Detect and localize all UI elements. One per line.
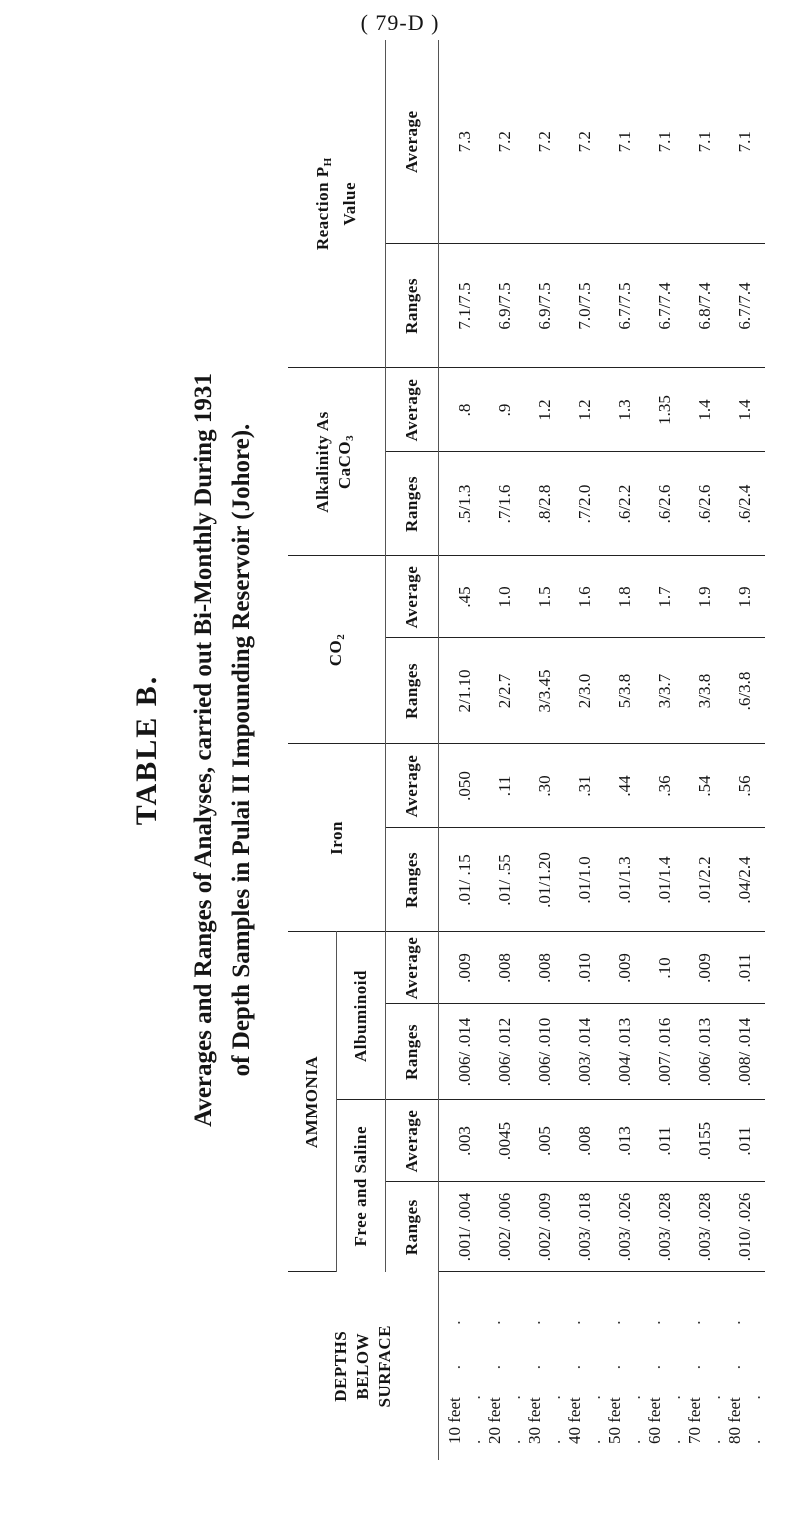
co2-range-cell: 3/3.8: [685, 638, 725, 744]
free-saline-range-cell: .003/ .026: [605, 1182, 645, 1272]
free-saline-range-cell: .003/ .018: [565, 1182, 605, 1272]
co2-range-cell: 5/3.8: [605, 638, 645, 744]
iron-range-cell: .01/1.20: [525, 828, 565, 932]
ph-range-cell: 6.7/7.4: [725, 244, 765, 368]
ph-average-cell: 7.1: [645, 40, 685, 244]
leader-dots: . . . .: [725, 1302, 764, 1444]
ph-average-cell: 7.2: [485, 40, 525, 244]
depth-cell: [525, 1272, 565, 1460]
depth-cell: [645, 1272, 685, 1460]
albuminoid-range-cell: .006/ .013: [685, 1004, 725, 1100]
depth-label: 50 feet: [605, 1397, 624, 1444]
albuminoid-range-cell: .006/ .014: [439, 1004, 486, 1100]
ph-range-cell: 6.9/7.5: [485, 244, 525, 368]
alkalinity-average-cell: 1.2: [565, 368, 605, 452]
table-row: [565, 40, 605, 1460]
co2-average-cell: .45: [439, 556, 486, 638]
albuminoid-average-cell: .009: [685, 932, 725, 1004]
free-saline-range-cell: .003/ .028: [685, 1182, 725, 1272]
alkalinity-range-cell: .7/2.0: [565, 452, 605, 556]
albuminoid-average-cell: .009: [605, 932, 645, 1004]
table-row: [645, 40, 685, 1460]
iron-range-cell: .04/2.4: [725, 828, 765, 932]
albuminoid-average-cell: .011: [725, 932, 765, 1004]
alkalinity-average-cell: .9: [485, 368, 525, 452]
albuminoid-range-cell: .004/ .013: [605, 1004, 645, 1100]
header-co2: $CO_2$: [288, 556, 386, 744]
free-saline-average-cell: .011: [645, 1100, 685, 1182]
alkalinity-average-cell: .8: [439, 368, 486, 452]
depth-cell: [485, 1272, 525, 1460]
free-saline-average-cell: .005: [525, 1100, 565, 1182]
depth-cell: [605, 1272, 645, 1460]
iron-range-cell: .01/ .15: [439, 828, 486, 932]
iron-average-cell: .11: [485, 744, 525, 828]
ph-range-cell: 6.7/7.5: [605, 244, 645, 368]
free-saline-range-cell: .010/ .026: [725, 1182, 765, 1272]
alkalinity-range-cell: .6/2.6: [645, 452, 685, 556]
table-subtitle-line-1: Averages and Ranges of Analyses, carried out Bi-Monthly During 1931: [190, 373, 217, 1127]
co2-average-cell: 1.9: [685, 556, 725, 638]
ph-range-cell: 7.1/7.5: [439, 244, 486, 368]
free-saline-range-cell: .003/ .028: [645, 1182, 685, 1272]
albuminoid-average-cell: .008: [485, 932, 525, 1004]
leader-dots: . . . .: [645, 1302, 684, 1444]
depth-label: 80 feet: [725, 1397, 744, 1444]
table-row: [485, 40, 525, 1460]
iron-range-cell: .01/ .55: [485, 828, 525, 932]
albuminoid-average-cell: .009: [439, 932, 486, 1004]
free-saline-average-cell: .011: [725, 1100, 765, 1182]
iron-average-cell: .36: [645, 744, 685, 828]
alkalinity-range-cell: .5/1.3: [439, 452, 486, 556]
free-saline-range-cell: .002/ .006: [485, 1182, 525, 1272]
subheader-average: Average: [386, 1100, 439, 1182]
iron-average-cell: .31: [565, 744, 605, 828]
subheader-ranges: Ranges: [386, 1004, 439, 1100]
co2-range-cell: 3/3.7: [645, 638, 685, 744]
subheader-ranges: Ranges: [386, 828, 439, 932]
table-subtitle-line-2: of Depth Samples in Pulai II Impounding Reservoir (Johore).: [228, 423, 255, 1077]
co2-average-cell: 1.0: [485, 556, 525, 638]
depth-cell: [439, 1272, 486, 1460]
albuminoid-range-cell: .008/ .014: [725, 1004, 765, 1100]
depth-label: 60 feet: [645, 1397, 664, 1444]
subheader-ranges: Ranges: [386, 638, 439, 744]
subheader-average: Average: [386, 932, 439, 1004]
iron-range-cell: .01/2.2: [685, 828, 725, 932]
free-saline-range-cell: .002/ .009: [525, 1182, 565, 1272]
ph-average-cell: 7.2: [565, 40, 605, 244]
leader-dots: . . . .: [445, 1302, 484, 1444]
table-row: [525, 40, 565, 1460]
ph-range-cell: 6.9/7.5: [525, 244, 565, 368]
co2-range-cell: .6/3.8: [725, 638, 765, 744]
albuminoid-average-cell: .010: [565, 932, 605, 1004]
depth-cell: [725, 1272, 765, 1460]
subheader-ranges: Ranges: [386, 244, 439, 368]
subheader-ranges: Ranges: [386, 452, 439, 556]
table-row: [685, 40, 725, 1460]
header-depths: DEPTHS BELOW SURFACE: [288, 1272, 439, 1460]
co2-range-cell: 2/3.0: [565, 638, 605, 744]
iron-average-cell: .050: [439, 744, 486, 828]
ph-average-cell: 7.1: [685, 40, 725, 244]
free-saline-average-cell: .003: [439, 1100, 486, 1182]
co2-average-cell: 1.7: [645, 556, 685, 638]
albuminoid-range-cell: .007/ .016: [645, 1004, 685, 1100]
alkalinity-range-cell: .8/2.8: [525, 452, 565, 556]
ph-average-cell: 7.2: [525, 40, 565, 244]
header-reaction-ph: Reaction $P_H$ Value: [288, 40, 386, 368]
ph-average-cell: 7.1: [605, 40, 645, 244]
table-row: [439, 40, 486, 1460]
ph-range-cell: 7.0/7.5: [565, 244, 605, 368]
header-albuminoid: Albuminoid: [337, 932, 386, 1100]
depth-label: 30 feet: [525, 1397, 544, 1444]
ph-average-cell: 7.3: [439, 40, 486, 244]
table-row: [605, 40, 645, 1460]
free-saline-average-cell: .008: [565, 1100, 605, 1182]
depth-cell: [685, 1272, 725, 1460]
free-saline-range-cell: .001/ .004: [439, 1182, 486, 1272]
header-free-and-saline: Free and Saline: [337, 1100, 386, 1272]
iron-average-cell: .44: [605, 744, 645, 828]
alkalinity-range-cell: .6/2.6: [685, 452, 725, 556]
leader-dots: . . . .: [605, 1302, 644, 1444]
alkalinity-range-cell: .6/2.4: [725, 452, 765, 556]
alkalinity-average-cell: 1.4: [685, 368, 725, 452]
subheader-average: Average: [386, 556, 439, 638]
alkalinity-average-cell: 1.3: [605, 368, 645, 452]
header-alkalinity: Alkalinity As CaCO$_3$: [288, 368, 386, 556]
leader-dots: . . . .: [565, 1302, 604, 1444]
free-saline-average-cell: .0155: [685, 1100, 725, 1182]
depth-label: 20 feet: [485, 1397, 504, 1444]
subheader-average: Average: [386, 368, 439, 452]
subheader-ranges: Ranges: [386, 1182, 439, 1272]
iron-range-cell: .01/1.4: [645, 828, 685, 932]
iron-average-cell: .54: [685, 744, 725, 828]
ph-range-cell: 6.8/7.4: [685, 244, 725, 368]
table-body: [439, 40, 766, 1460]
subheader-average: Average: [386, 744, 439, 828]
iron-range-cell: .01/1.3: [605, 828, 645, 932]
alkalinity-average-cell: 1.2: [525, 368, 565, 452]
albuminoid-range-cell: .006/ .012: [485, 1004, 525, 1100]
albuminoid-average-cell: .008: [525, 932, 565, 1004]
leader-dots: . . . .: [525, 1302, 564, 1444]
table-title: TABLE B.: [130, 674, 163, 826]
alkalinity-range-cell: .6/2.2: [605, 452, 645, 556]
depth-cell: [565, 1272, 605, 1460]
ph-average-cell: 7.1: [725, 40, 765, 244]
table-row: [725, 40, 765, 1460]
co2-average-cell: 1.5: [525, 556, 565, 638]
co2-average-cell: 1.8: [605, 556, 645, 638]
depth-label: 70 feet: [685, 1397, 704, 1444]
albuminoid-range-cell: .006/ .010: [525, 1004, 565, 1100]
co2-range-cell: 2/1.10: [439, 638, 486, 744]
co2-average-cell: 1.9: [725, 556, 765, 638]
albuminoid-average-cell: .10: [645, 932, 685, 1004]
leader-dots: . . . .: [685, 1302, 724, 1444]
header-ammonia: AMMONIA: [288, 932, 337, 1272]
co2-average-cell: 1.6: [565, 556, 605, 638]
analysis-table: [288, 40, 765, 1460]
co2-range-cell: 3/3.45: [525, 638, 565, 744]
alkalinity-range-cell: .7/1.6: [485, 452, 525, 556]
header-iron: Iron: [288, 744, 386, 932]
page-number: ( 79-D ): [360, 10, 440, 35]
free-saline-average-cell: .013: [605, 1100, 645, 1182]
iron-average-cell: .30: [525, 744, 565, 828]
ph-range-cell: 6.7/7.4: [645, 244, 685, 368]
depth-label: 40 feet: [565, 1397, 584, 1444]
free-saline-average-cell: .0045: [485, 1100, 525, 1182]
leader-dots: . . . .: [485, 1302, 524, 1444]
alkalinity-average-cell: 1.35: [645, 368, 685, 452]
alkalinity-average-cell: 1.4: [725, 368, 765, 452]
subheader-average: Average: [386, 40, 439, 244]
rotated-page-body: [60, 40, 764, 1460]
iron-range-cell: .01/1.0: [565, 828, 605, 932]
co2-range-cell: 2/2.7: [485, 638, 525, 744]
iron-average-cell: .56: [725, 744, 765, 828]
depth-label: 10 feet: [445, 1397, 464, 1444]
albuminoid-range-cell: .003/ .014: [565, 1004, 605, 1100]
